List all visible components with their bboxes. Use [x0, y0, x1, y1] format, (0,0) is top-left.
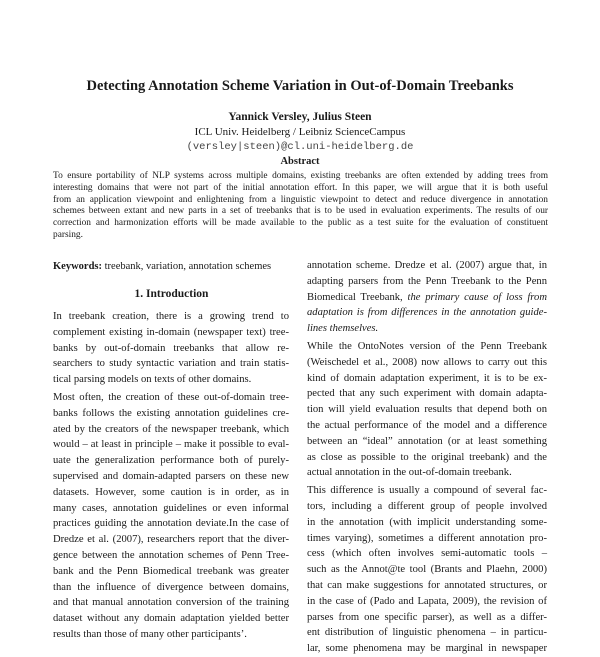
text-line: in the annotation (with implicit understanding some- [307, 516, 547, 528]
right-column [307, 258, 547, 655]
text-line: kind of domain adaptation experiment, it is to be ex- [307, 372, 547, 384]
paragraph [307, 339, 547, 481]
text-line: In treebank creation, there is a growing trend to [53, 311, 289, 322]
email: (versley|steen)@cl.uni-heidelberg.de [186, 141, 414, 153]
abstract-body [53, 171, 548, 242]
keywords [53, 261, 293, 272]
paragraph [307, 258, 547, 337]
authors: Yannick Versley, Julius Steen [228, 111, 372, 123]
text-line: and that manual annotation conversion of the training [53, 597, 289, 609]
text-line: parses from one specific parser), as well as a differ- [307, 611, 547, 623]
text-line: cess (which often involves semi-automatic tools – [307, 548, 547, 560]
left-column [53, 309, 289, 645]
text-line: While the OntoNotes version of the Penn Treebank [307, 340, 547, 352]
text-line [307, 321, 547, 337]
emphasis-span: the primary cause of loss from [407, 291, 547, 303]
text-line: searchers to study syntactic variation and train statis- [53, 358, 289, 370]
paragraph [307, 483, 547, 657]
text-line: practices guiding the annotation deviate.In the case of [53, 518, 289, 530]
text-line: correction and harmonization efforts will be made available to the public as a test suite for the evaluation of constituent [53, 218, 548, 229]
text-line: tion will yield evaluation results that depend both on [307, 404, 547, 416]
text-line: tors, including a different group of people involved [307, 500, 547, 512]
text-line: supervised and domain-adapted parsers on these new [53, 470, 289, 482]
text-line: times varying), sometimes a different annotation pro- [307, 532, 547, 544]
text-line: ated by the creators of the newspaper treebank, which [53, 423, 289, 435]
text-line: gence between the annotation schemes of Penn Tree- [53, 549, 289, 561]
text-line: To ensure portability of NLP systems across multiple domains, existing treebanks are often extended by adding trees from [53, 171, 548, 181]
text-line: complement existing in-domain (newspaper text) tree- [53, 326, 289, 338]
text-line: would – at least in principle – make it possible to eval- [53, 439, 289, 451]
text-line: parsing. [53, 229, 83, 240]
emphasis-span: lines themselves. [307, 323, 379, 335]
emphasis-span: adaptation is from differences in the annotation guide- [307, 307, 547, 319]
text-line: ent distribution of linguistic phenomena – in particu- [307, 627, 547, 639]
keywords-value: treebank, variation, annotation schemes [102, 261, 272, 272]
text-line: Dredze et al. (2007), researchers report that the diver- [53, 534, 289, 546]
text-line: that can make suggestions for annotated structures, or [307, 579, 547, 591]
text-line: from an application viewpoint and enlightening from a linguistic viewpoint to detect and reduce divergence in annotation [53, 194, 548, 205]
text-line: in the case of (Pado and Lapata, 2009), the revision of [307, 595, 547, 607]
text-line: such as the Annot@te tool (Brants and Plaehn, 2000) [307, 564, 547, 576]
text-line [307, 305, 547, 321]
text-line: adapting parsers from the Penn Treebank to the Penn [307, 275, 547, 287]
text-line: lar, some phenomena may be marginal in newspaper [307, 643, 547, 655]
text-line: annotation scheme. Dredze et al. (2007) argue that, in [307, 260, 547, 271]
text-line: tical parsing models on texts of other domains. [53, 374, 252, 386]
text-line: schemes between extant and new parts in a set of treebanks that is to be used in evaluation experiments. The results of our [53, 206, 548, 217]
paper-title: Detecting Annotation Scheme Variation in Out-of-Domain Treebanks [86, 78, 514, 94]
keywords-label: Keywords: [53, 261, 102, 272]
section-heading: 1. Introduction [134, 288, 209, 300]
text-line: pected that any such experiment with domain adapta- [307, 388, 547, 400]
text-line: Most often, the creation of these out-of-domain tree- [53, 391, 289, 403]
text-line: This difference is usually a compound of several fac- [307, 485, 547, 497]
text-line [307, 290, 547, 306]
text-line: between an “ideal” annotation (or at least something [307, 435, 547, 447]
text-line: (Weischedel et al., 2008) now allows to carry out this [307, 356, 547, 368]
text-span: Biomedical Treebank, [307, 291, 408, 303]
text-line: results than those of many other participants’. [53, 628, 247, 640]
text-line: as close as possible to the original treebank) and the [307, 451, 547, 463]
text-line: datasets. However, some caution is in order, as in [53, 486, 289, 498]
affiliation: ICL Univ. Heidelberg / Leibniz ScienceCampus [194, 126, 406, 138]
text-line: banks by out-of-domain treebanks that allow re- [53, 342, 289, 354]
text-line: interesting domains that were not part of the initial annotation effort. In this paper, we will argue that it is both useful [53, 182, 548, 193]
abstract-heading: Abstract [280, 156, 320, 167]
text-line: than the influence of divergence between domains, [53, 581, 289, 593]
text-line: the actual performance of the model and a difference [307, 419, 547, 431]
text-line: bank and the Penn Biomedical treebank was greater [53, 565, 289, 577]
text-line: uate the generalization performance both of purely- [53, 455, 289, 467]
paragraph [53, 309, 289, 388]
paragraph [53, 390, 289, 643]
text-line: many cases, annotation guidelines or even informal [53, 502, 289, 514]
text-line: banks follows the existing annotation guidelines cre- [53, 407, 289, 419]
text-line: dataset without any domain adaptation yielded better [53, 613, 289, 625]
text-line: actual annotation in the out-of-domain treebank. [307, 467, 512, 479]
